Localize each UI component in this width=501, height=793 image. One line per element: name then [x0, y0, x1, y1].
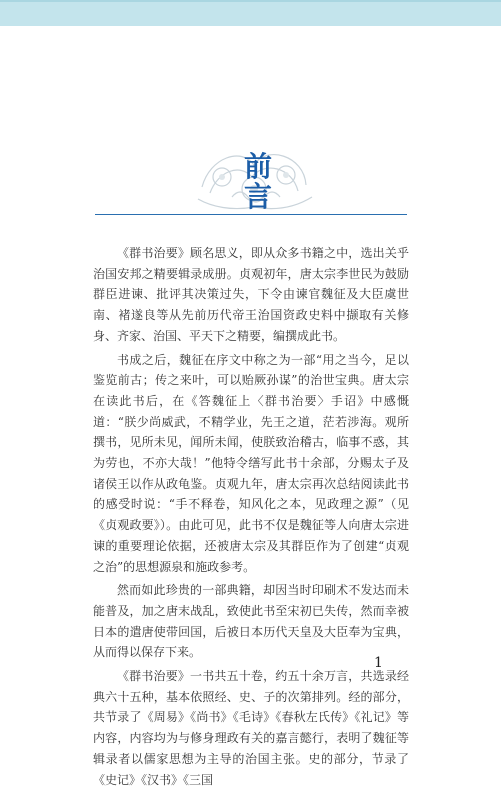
paragraph: 书成之后，魏征在序文中称之为一部“用之当今，足以鉴览前古；传之来叶，可以贻厥孙谋”的治世宝典。唐太宗在读此书后，在《答魏征上〈群书治要〉手诏》中感慨道：“朕少尚威武，不精学业，先王之道，茫若涉海。观所撰书，见所未见，闻所未闻，使朕致治稽古，临事不惑，其为劳也，不亦大哉！”他特令缮写此书十余部，分赐太子及诸侯王以作从政龟鉴。贞观九年，唐太宗再次总结阅读此书的感受时说：“手不释卷，知风化之本，见政理之源”（见《贞观政要》）。由此可见，此书不仅是魏征等人向唐太宗进谏的重要理论依据，还被唐太宗及其群臣作为了创建“贞观之治”的思想源泉和施政参考。	[93, 352, 409, 574]
page-title	[218, 152, 298, 212]
preface-body	[93, 243, 409, 793]
paragraph: 《群书治要》一书共五十卷，约五十余万言，共选录经典六十五种，基本依照经、史、子的次第排列。经的部分，共节录了《周易》《尚书》《毛诗》《春秋左氏传》《礼记》等内容，内容均为与修身理政有关的嘉言懿行，表明了魏征等辑录者以儒家思想为主导的治国主张。史的部分，节录了《史记》《汉书》《三国	[93, 669, 409, 787]
title-char-2: 言	[243, 180, 272, 213]
paragraph: 《群书治要》顾名思义，即从众多书籍之中，选出关乎治国安邦之精要辑录成册。贞观初年，唐太宗李世民为鼓励群臣进谏、批评其决策过失，下令由谏官魏征及大臣虞世南、褚遂良等从先前历代帝王治国资政史料中撷取有关修身、齐家、治国、平天下之精要，编撰成此书。	[93, 246, 409, 343]
top-decorative-band	[0, 0, 501, 26]
title-divider	[95, 214, 407, 215]
page-number: 1	[374, 655, 383, 671]
paragraph: 然而如此珍贵的一部典籍，却因当时印刷术不发达而未能普及，加之唐末战乱，致使此书至宋初已失传，然而幸被日本的遣唐使带回国，后被日本历代天皇及大臣奉为宝典，从而得以保存下来。	[93, 583, 409, 660]
title-char-1: 前	[243, 150, 272, 183]
